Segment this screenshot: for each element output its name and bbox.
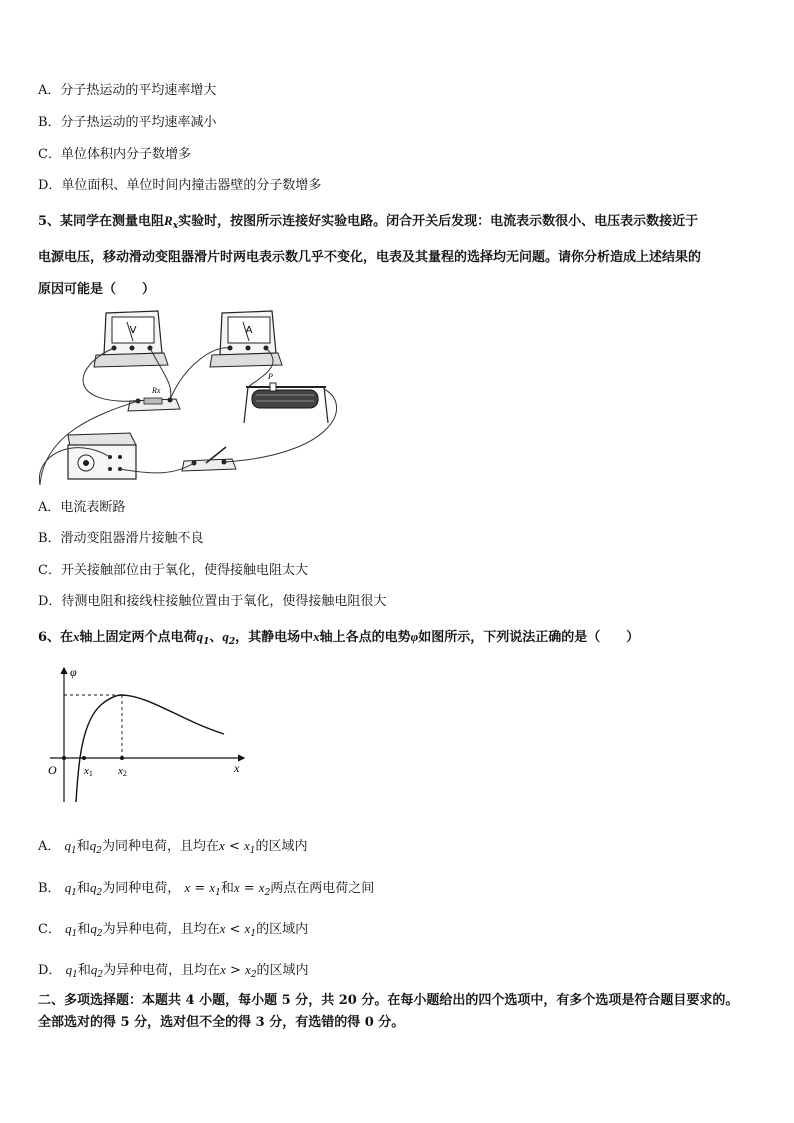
q4-option-b: B．分子热运动的平均速率减小 [38, 115, 217, 130]
q5-stem-pre: 5、某同学在测量电阻 [38, 214, 165, 229]
rheostat-illustration [244, 372, 328, 423]
q6-separator: 、 [209, 630, 223, 645]
q5-stem-line3: 原因可能是（ ） [38, 282, 156, 297]
origin-point [62, 756, 66, 760]
q6-option-c: C． $q_1$和$q_2$为异种电荷，且均在$x < x_1$的区域内 [38, 921, 309, 939]
graph-x2-label: x2 [118, 765, 127, 778]
q6-stem-mid2: ，其静电场中 [235, 630, 314, 645]
slider-p-label: P [268, 372, 273, 381]
q6-option-a: A． $q_1$和$q_2$为同种电荷，且均在$x < x_1$的区域内 [38, 838, 308, 856]
graph-origin-label: O [48, 763, 57, 777]
q4-option-d: D．单位面积、单位时间内撞击器壁的分子数增多 [38, 178, 322, 193]
q5-stem-line2: 电源电压，移动滑动变阻器滑片时两电表示数几乎不变化，电表及其量程的选择均无问题。请你分析造成上述结果的 [38, 250, 702, 265]
q6-option-b: B． $q_1$和$q_2$为同种电荷， $x = x_1$和$x = x_2$两点在两电荷之间 [38, 880, 375, 898]
q6-stem-pre: 6、在 [38, 630, 74, 645]
rx-symbol: R [164, 213, 173, 228]
q-symbol: q [222, 629, 229, 644]
q6-stem [38, 629, 639, 650]
q5-option-a: A．电流表断路 [38, 500, 126, 515]
q6-stem-post: 如图所示，下列说法正确的是（ ） [418, 630, 640, 645]
section2-line2: 全部选对的得 5 分，选对但不全的得 3 分，有选错的得 0 分。 [38, 1015, 405, 1030]
resistor-rx-illustration [128, 386, 180, 411]
ammeter-illustration [210, 311, 282, 367]
q4-option-a: A．分子热运动的平均速率增大 [38, 83, 217, 98]
q5-option-c: C．开关接触部位由于氧化，使得接触电阻太大 [38, 563, 308, 578]
phi-symbol: φ [410, 629, 419, 644]
q2-subscript: 2 [228, 637, 236, 647]
x-symbol: x [313, 629, 320, 644]
graph-x-axis-label: x [234, 761, 240, 775]
graph-phi-label: φ [70, 665, 77, 679]
potential-graph [40, 662, 250, 804]
ammeter-letter: A [245, 325, 253, 336]
q6-stem-mid3: 轴上各点的电势 [319, 630, 411, 645]
graph-x1-label: x1 [84, 765, 93, 778]
potential-curve [76, 695, 224, 802]
voltmeter-letter: V [129, 325, 137, 336]
q-symbol: q [196, 629, 204, 644]
x1-point [82, 756, 86, 760]
q1-subscript: 1 [203, 637, 210, 647]
q5-option-d: D．待测电阻和接线柱接触位置由于氧化，使得接触电阻很大 [38, 594, 387, 609]
x-symbol: x [73, 629, 80, 644]
x2-point [120, 756, 124, 760]
q6-option-d: D． $q_1$和$q_2$为异种电荷，且均在$x > x_2$的区域内 [38, 962, 309, 980]
q4-option-c: C．单位体积内分子数增多 [38, 147, 191, 162]
section2-line1: 二、多项选择题：本题共 4 小题，每小题 5 分，共 20 分。在每小题给出的四个选项中，有多个选项是符合题目要求的。 [38, 993, 739, 1008]
power-supply-illustration [68, 433, 136, 479]
q5-stem-post: 实验时，按图所示连接好实验电路。闭合开关后发现：电流表示数很小、电压表示数接近于 [178, 214, 699, 229]
rx-subscript: x [172, 221, 179, 231]
resistor-rx-label: Rx [152, 386, 161, 395]
voltmeter-illustration [94, 311, 168, 367]
circuit-figure [34, 305, 364, 495]
switch-illustration [182, 447, 236, 471]
q5-stem-line1 [38, 213, 698, 234]
q6-stem-mid1: 轴上固定两个点电荷 [79, 630, 197, 645]
q5-option-b: B．滑动变阻器滑片接触不良 [38, 531, 204, 546]
